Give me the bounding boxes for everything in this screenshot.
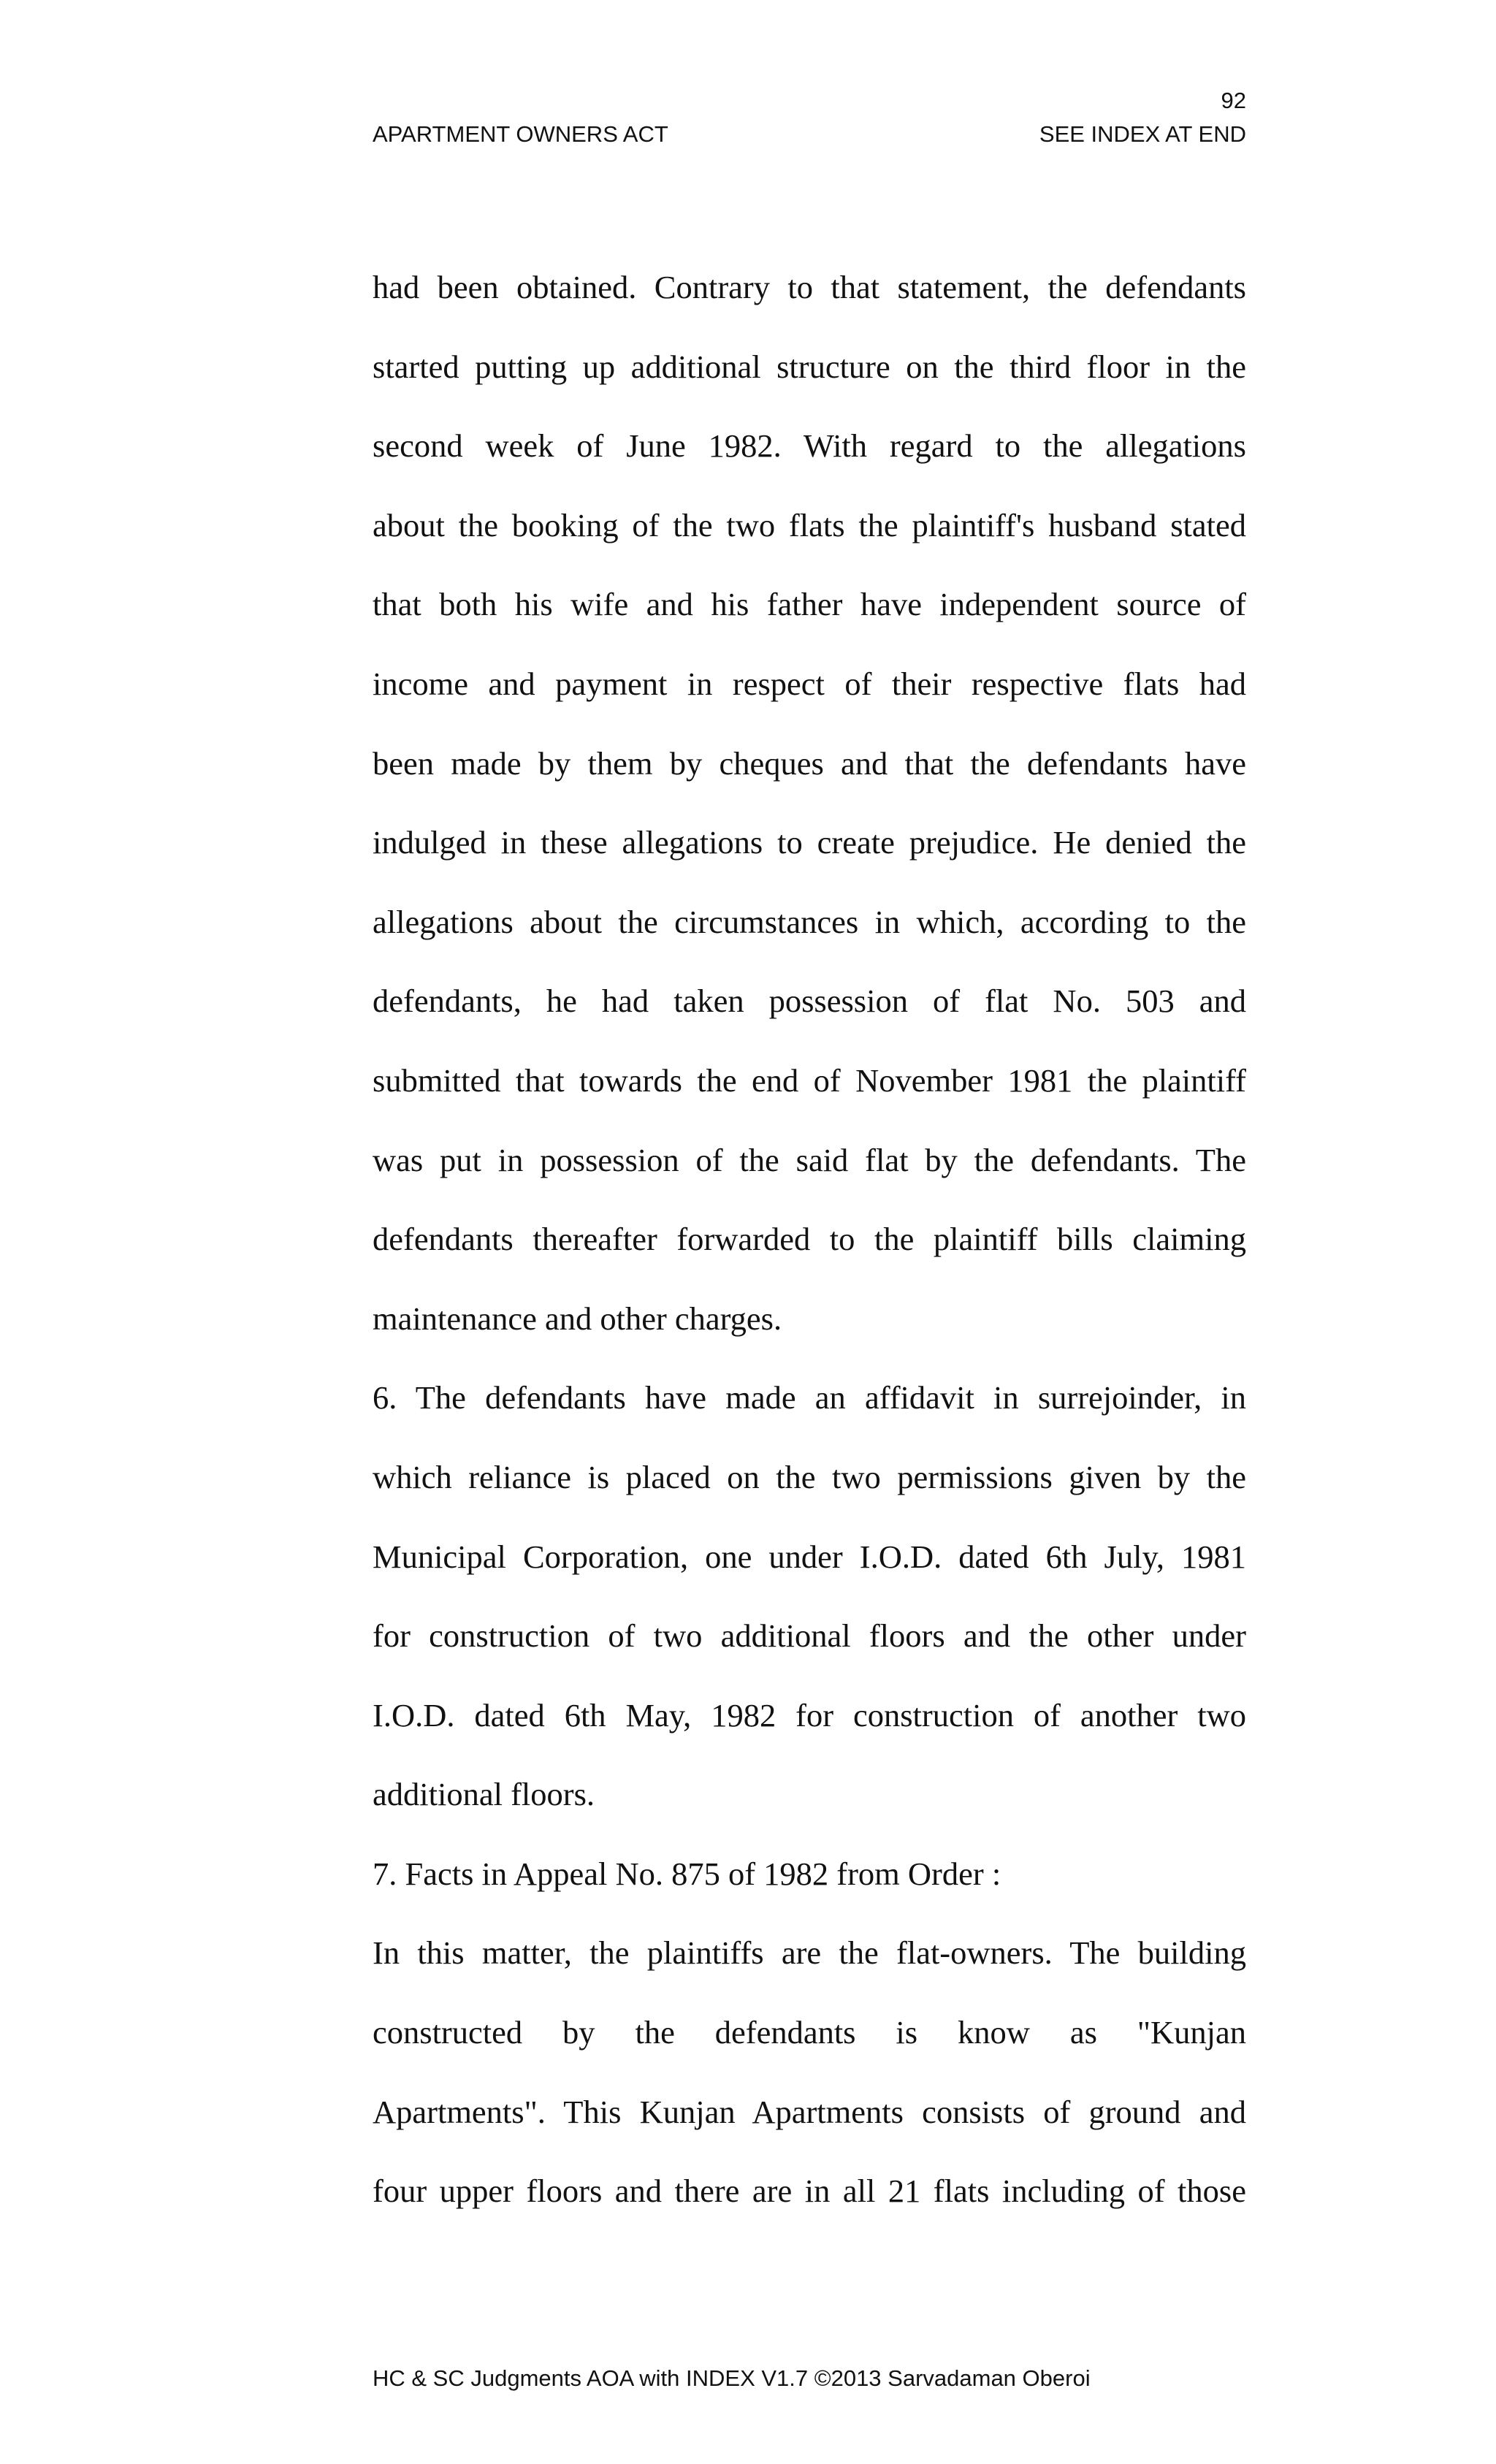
text-line: Apartments". This Kunjan Apartments consists of ground and [373,2093,1246,2130]
text-line: indulged in these allegations to create prejudice. He denied the [373,824,1246,861]
footer-credit: HC & SC Judgments AOA with INDEX V1.7 ©2013 Sarvadaman Oberoi [373,2365,1091,2391]
text-line: income and payment in respect of their respective flats had [373,665,1246,702]
text-line: 7. Facts in Appeal No. 875 of 1982 from Order : [373,1855,1001,1892]
body-text [373,262,1246,2246]
running-header [373,120,1246,149]
text-line: maintenance and other charges. [373,1300,782,1337]
text-line: constructed by the defendants is know as "Kunjan [373,2014,1246,2051]
text-line: submitted that towards the end of November 1981 the plaintiff [373,1061,1246,1099]
text-line: which reliance is placed on the two permissions given by the [373,1458,1246,1495]
text-line: Municipal Corporation, one under I.O.D. dated 6th July, 1981 [373,1538,1246,1575]
text-line: about the booking of the two flats the plaintiff's husband stated [373,506,1246,543]
text-line: started putting up additional structure on the third floor in the [373,348,1246,385]
text-line: defendants thereafter forwarded to the plaintiff bills claiming [373,1221,1246,1258]
text-line: been made by them by cheques and that the defendants have [373,744,1246,782]
text-line: additional floors. [373,1776,595,1813]
header-index-note: SEE INDEX AT END [1039,121,1246,147]
text-line: allegations about the circumstances in which, according to the [373,903,1246,940]
text-line: In this matter, the plaintiffs are the flat-owners. The building [373,1934,1246,1972]
page-number: 92 [1221,88,1246,113]
text-line: that both his wife and his father have independent source of [373,586,1246,623]
header-title: APARTMENT OWNERS ACT [373,121,668,147]
text-line: defendants, he had taken possession of flat No. 503 and [373,983,1246,1020]
text-line: four upper floors and there are in all 21 flats including of those [373,2173,1246,2210]
text-line: I.O.D. dated 6th May, 1982 for construction of another two [373,1696,1246,1733]
text-line: 6. The defendants have made an affidavit in surrejoinder, in [373,1379,1246,1416]
text-line: was put in possession of the said flat by the defendants. The [373,1141,1246,1178]
text-line: second week of June 1982. With regard to the allegations [373,427,1246,465]
text-line: for construction of two additional floors and the other under [373,1617,1246,1655]
text-line: had been obtained. Contrary to that statement, the defendants [373,269,1246,305]
